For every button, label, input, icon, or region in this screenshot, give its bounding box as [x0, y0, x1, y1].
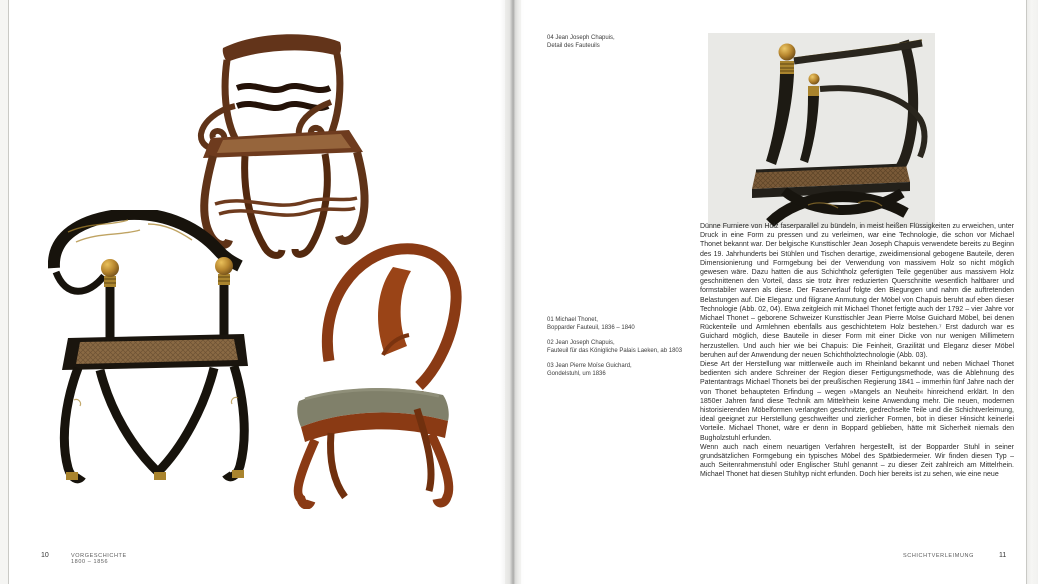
caption-line: Fauteuil für das Königliche Palais Laeken, ab 1803	[547, 348, 683, 354]
right-running-title: SCHICHTVERLEIMUNG	[903, 553, 975, 559]
body-paragraph-2: Diese Art der Herstellung war mittlerweile auch im Rheinland bekannt und neben Michael Thonet bedienten sich andere Schreiner der Region dieser Fertigungsmethode, was die Ablehnung des Patentantrags Michael Thonets bei der preußischen Regierung 1841 – immerhin fünf Jahre nach der von Thonet behaupteten Erfindung – wegen »Mangels an Neuheit« hinreichend erklärt. In den 1850er Jahren fand diese Technik am Mittelrhein keine Anwendung mehr. Die neuen, modernen historisierenden Möbelformen verlangten geschnitzte, gedrechselte Teile und die Schichtverleimung, ideal geeignet zur Herstellung geschweifter und zierlicher Formen, bot in dieser Hinsicht keinerlei Vorteile. Michael Thonet, wäre er denn in Boppard geblieben, hätte mit Sicherheit niemals den Bugholzstuhl erfunden.	[700, 361, 1014, 442]
outer-margin	[1027, 0, 1038, 584]
figure-chapuis-detail-photo	[708, 33, 935, 228]
left-running-title: VORGESCHICHTE 1800 – 1856	[71, 553, 127, 565]
caption-line: Gondelstuhl, um 1836	[547, 371, 606, 377]
page-right	[521, 0, 1026, 584]
figure-caption-list	[547, 316, 695, 385]
figure-caption-01	[547, 316, 695, 332]
body-paragraph-1: Dünne Furniere von Holz faserparallel zu bündeln, in meist heißen Flüssigkeiten zu erweichen, unter Druck in eine Form zu pressen und zu verleimen, war eine Technologie, die schon vor Michael Thonet bekannt war. Der belgische Kunsttischler Jean Joseph Chapuis verwendete bereits zu Beginn des 19. Jahrhunderts bei Stühlen und Tischen derartige, zweidimensional gebogene Bauteile, deren Dimensionierung und Formgebung bei der Verwendung von massivem Holz so nicht möglich gewesen wäre. Dazu hatten die aus Schichtholz gefertigten Teile gegenüber aus massivem Holz geschnittenen den Vorteil, dass sie trotz ihrer reduzierten Querschnitte wesentlich haltbarer und formstabiler waren als diese. Der Faserverlauf folgte den Biegungen und nahm die auftretenden Belastungen auf. Die Eleganz und filigrane Anmutung der Möbel von Chapuis beruht auf eben dieser Technologie (Abb. 02, 04). Etwa zeitgleich mit Michael Thonet fertigte auch der 1792 – vier Jahre vor Michael Thonet – geborene Schweizer Kunsttischler Jean Pierre Moïse Guichard Möbel, bei denen Rückenteile und Armlehnen ebenfalls aus geschichtetem Holz bestehen.⁷ Erst dadurch war es Guichard möglich, diese Bauteile in dieser Form mit einer Dicke von nur wenigen Millimetern herzustellen. Und auch hier wie bei Chapuis: Die Feinheit, Grazilität und Eleganz dieser Möbel beruhen auf der Anwendung der neuen Schichtholztechnologie (Abb. 03).	[700, 223, 1014, 359]
right-page-number: 11	[999, 552, 1007, 559]
caption-line: 02 Jean Joseph Chapuis,	[547, 340, 615, 346]
gutter-shadow	[500, 0, 524, 584]
photo-caption	[547, 34, 692, 50]
figure-caption-03	[547, 362, 695, 378]
caption-line: 03 Jean Pierre Moïse Guichard,	[547, 363, 632, 369]
body-text	[700, 222, 1014, 480]
figure-guichard-gondelstuhl-photo	[271, 241, 485, 509]
figure-caption-02	[547, 339, 695, 355]
caption-line: 01 Michael Thonet,	[547, 317, 598, 323]
left-page-edge	[8, 0, 9, 584]
caption-line: Bopparder Fauteuil, 1836 – 1840	[547, 325, 635, 331]
page-left	[9, 0, 505, 584]
left-page-number: 10	[41, 552, 49, 559]
body-paragraph-3: Wenn auch nach einem neuartigen Verfahren hergestellt, ist der Bopparder Stuhl in seiner grundsätzlichen Formgebung ein typisches Möbel des Spätbiedermeier. Wir finden diesen Typ – auch Seitenrahmenstuhl oder Englischer Stuhl genannt – zu dieser Zeit zahlreich am Mittelrhein. Michael Thonet hat diesen Stuhltyp nicht erfunden. Doch hier bereits ist zu sehen, wie eine neue	[700, 443, 1014, 479]
photo-caption-line: Detail des Fauteuils	[547, 43, 600, 49]
photo-caption-line: 04 Jean Joseph Chapuis,	[547, 35, 615, 41]
figure-chapuis-fauteuil-photo	[48, 210, 254, 524]
